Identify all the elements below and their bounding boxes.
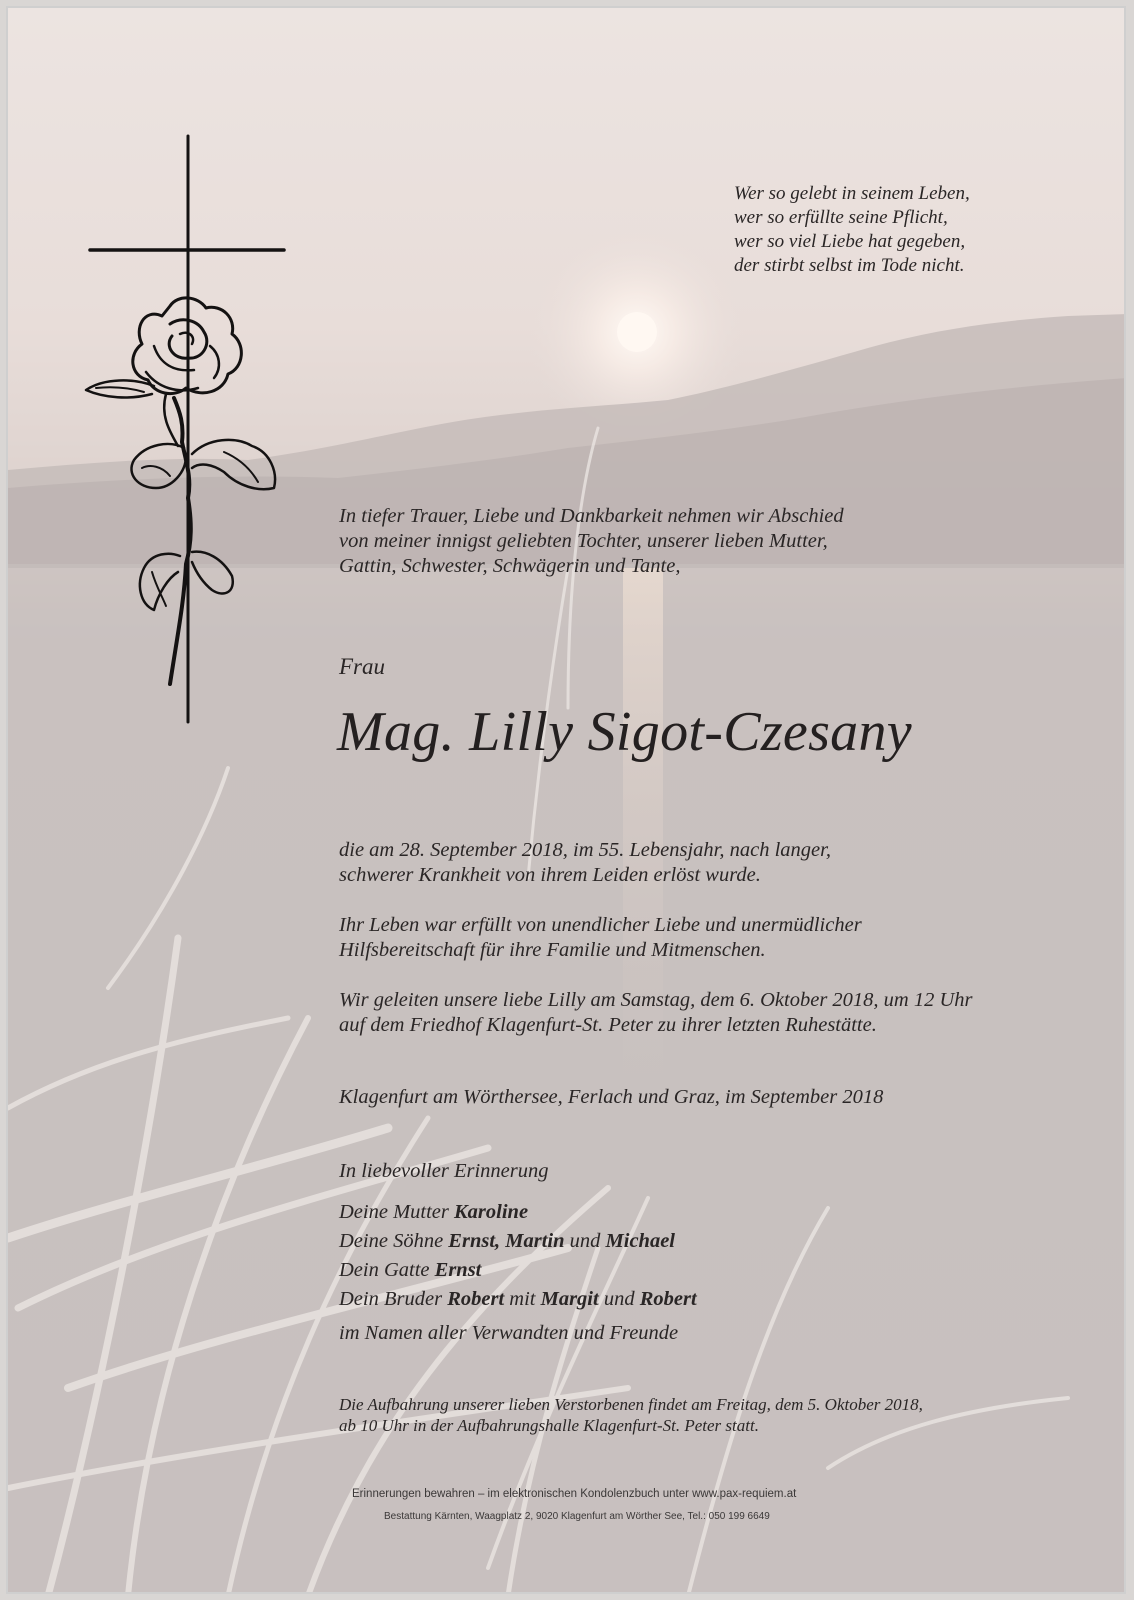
relation-label: Deine Mutter [339, 1201, 449, 1223]
paragraph-line: schwerer Krankheit von ihrem Leiden erlöst wurde. [339, 864, 761, 886]
sun [617, 312, 657, 352]
intro-text [339, 504, 844, 579]
relative-name: Margit [540, 1288, 599, 1310]
obituary-page [6, 6, 1126, 1594]
family-list [339, 1198, 697, 1314]
conjunction: und [603, 1288, 635, 1310]
relation-label: Dein Gatte [339, 1259, 430, 1281]
intro-line: Gattin, Schwester, Schwägerin und Tante, [339, 555, 681, 577]
relative-name: Ernst [434, 1259, 482, 1281]
viewing-line: ab 10 Uhr in der Aufbahrungshalle Klagenfurt-St. Peter statt. [339, 1416, 759, 1435]
viewing-line: Die Aufbahrung unserer lieben Verstorbenen findet am Freitag, dem 5. Oktober 2018, [339, 1395, 923, 1414]
conjunction: und [569, 1230, 601, 1252]
paragraph-line: Ihr Leben war erfüllt von unendlicher Liebe und unermüdlicher [339, 914, 862, 936]
conjunction: mit [509, 1288, 536, 1310]
poem-line: wer so erfüllte seine Pflicht, [734, 207, 948, 228]
family-line-husband [339, 1256, 697, 1285]
paragraph-line: Wir geleiten unsere liebe Lilly am Samstag, dem 6. Oktober 2018, um 12 Uhr [339, 989, 973, 1011]
relation-label: Dein Bruder [339, 1288, 443, 1310]
deceased-name: Mag. Lilly Sigot-Czesany [337, 701, 912, 763]
paragraph-line: auf dem Friedhof Klagenfurt-St. Peter zu ihrer letzten Ruhestätte. [339, 1014, 877, 1036]
poem-line: Wer so gelebt in seinem Leben, [734, 183, 970, 204]
poem-line: der stirbt selbst im Tode nicht. [734, 255, 965, 276]
funeral-paragraph [339, 988, 973, 1038]
relation-label: Deine Söhne [339, 1230, 444, 1252]
paragraph-line: Hilfsbereitschaft für ihre Familie und Mitmenschen. [339, 939, 766, 961]
poem [734, 182, 970, 278]
title-prefix: Frau [339, 654, 385, 679]
family-line-brother [339, 1285, 697, 1314]
relative-name: Robert [447, 1288, 505, 1310]
relative-name: Karoline [454, 1201, 529, 1223]
relative-name: Robert [639, 1288, 697, 1310]
undertaker-footer: Bestattung Kärnten, Waagplatz 2, 9020 Klagenfurt am Wörther See, Tel.: 050 199 6649 [384, 1511, 770, 1522]
place-date: Klagenfurt am Wörthersee, Ferlach und Graz, im September 2018 [339, 1086, 884, 1108]
closing-line: im Namen aller Verwandten und Freunde [339, 1322, 679, 1344]
cross-with-rose-icon [74, 132, 288, 728]
relative-name: Michael [605, 1230, 675, 1252]
memory-heading: In liebevoller Erinnerung [339, 1160, 549, 1182]
life-paragraph [339, 913, 862, 963]
condolence-footer: Erinnerungen bewahren – im elektronischen Kondolenzbuch unter www.pax-requiem.at [352, 1488, 797, 1500]
paragraph-line: die am 28. September 2018, im 55. Lebensjahr, nach langer, [339, 839, 831, 861]
relative-name: Ernst, Martin [448, 1230, 565, 1252]
family-line-sons [339, 1227, 697, 1256]
viewing-notice [339, 1394, 923, 1436]
intro-line: In tiefer Trauer, Liebe und Dankbarkeit nehmen wir Abschied [339, 505, 844, 527]
death-paragraph [339, 838, 831, 888]
family-line-mother [339, 1198, 697, 1227]
intro-line: von meiner innigst geliebten Tochter, unserer lieben Mutter, [339, 530, 828, 552]
poem-line: wer so viel Liebe hat gegeben, [734, 231, 966, 252]
